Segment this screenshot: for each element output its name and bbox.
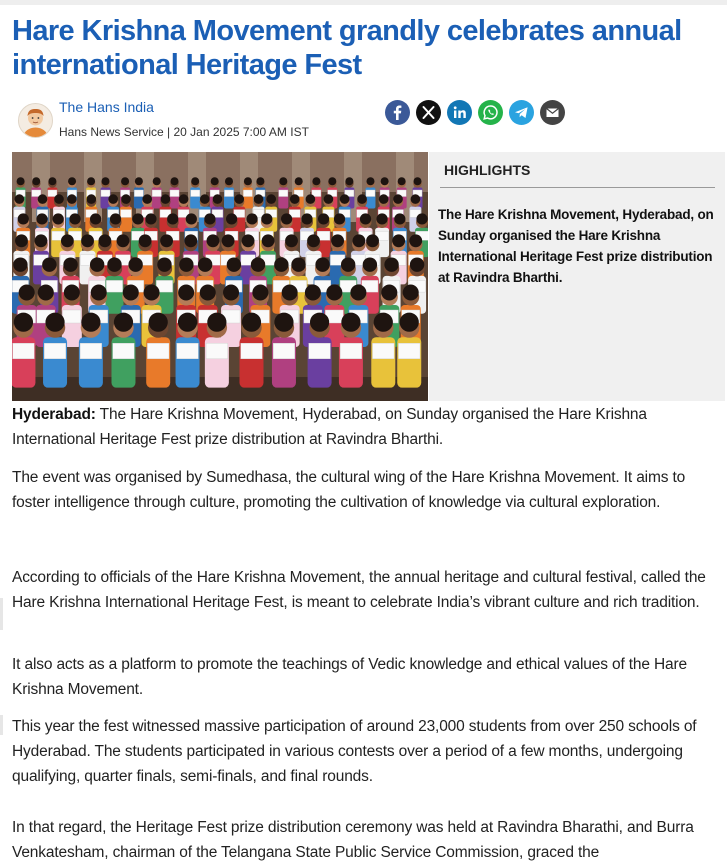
facebook-icon	[385, 100, 410, 125]
telegram-icon	[509, 100, 534, 125]
left-edge-marker-2	[0, 715, 3, 735]
linkedin-icon	[447, 100, 472, 125]
dateline: Hyderabad:	[12, 406, 96, 423]
article-paragraph	[12, 402, 724, 452]
x-icon	[416, 100, 441, 125]
highlights-divider	[440, 187, 715, 188]
article-title: Hare Krishna Movement grandly celebrates annual international Heritage Fest	[12, 15, 682, 81]
facebook-share-button[interactable]	[385, 100, 410, 125]
article-paragraph: According to officials of the Hare Krishna Movement, the annual heritage and cultural festival, called the Hare Krishna International Heritage Fest, is meant to celebrate India’s vibrant culture and rich tradition.	[12, 569, 706, 611]
article-paragraph: The event was organised by Sumedhasa, the cultural wing of the Hare Krishna Movement. It aims to foster intelligence through culture, promoting the cultivation of knowledge via cultural exploration.	[12, 469, 686, 511]
article-paragraph: In that regard, the Heritage Fest prize distribution ceremony was held at Ravindra Bharathi, and Burra Venkatesham, chairman of the Telangana State Public Service Commission, graced the	[12, 819, 694, 861]
article-photo	[12, 152, 428, 401]
author-avatar-icon	[19, 104, 52, 137]
author-link[interactable]: The Hans India	[59, 99, 154, 115]
highlights-box	[429, 152, 725, 401]
left-edge-marker	[0, 598, 3, 630]
top-bar	[0, 0, 727, 5]
telegram-share-button[interactable]	[509, 100, 534, 125]
whatsapp-icon	[478, 100, 503, 125]
article-paragraph: It also acts as a platform to promote the teachings of Vedic knowledge and ethical values of the Hare Krishna Movement.	[12, 656, 688, 698]
email-icon	[540, 100, 565, 125]
byline	[18, 98, 378, 142]
linkedin-share-button[interactable]	[447, 100, 472, 125]
x-share-button[interactable]	[416, 100, 441, 125]
students-photo-image	[12, 152, 428, 401]
whatsapp-share-button[interactable]	[478, 100, 503, 125]
article-paragraph: This year the fest witnessed massive participation of around 23,000 students from over 250 schools of Hyderabad. The students participated in various contests over a period of a few months, undergoing qualifying, quarter finals, semi-finals, and final rounds.	[12, 718, 697, 785]
highlights-heading: HIGHLIGHTS	[444, 162, 531, 178]
highlights-text: The Hare Krishna Movement, Hyderabad, on Sunday organised the Hare Krishna International Heritage Fest prize distribution at Ravindra Bharthi.	[438, 207, 714, 285]
article-meta: Hans News Service | 20 Jan 2025 7:00 AM IST	[59, 125, 309, 139]
paragraph-text: The Hare Krishna Movement, Hyderabad, on Sunday organised the Hare Krishna International Heritage Fest prize distribution at Ravindra Bharthi.	[12, 406, 647, 448]
avatar	[18, 103, 53, 138]
email-share-button[interactable]	[540, 100, 565, 125]
